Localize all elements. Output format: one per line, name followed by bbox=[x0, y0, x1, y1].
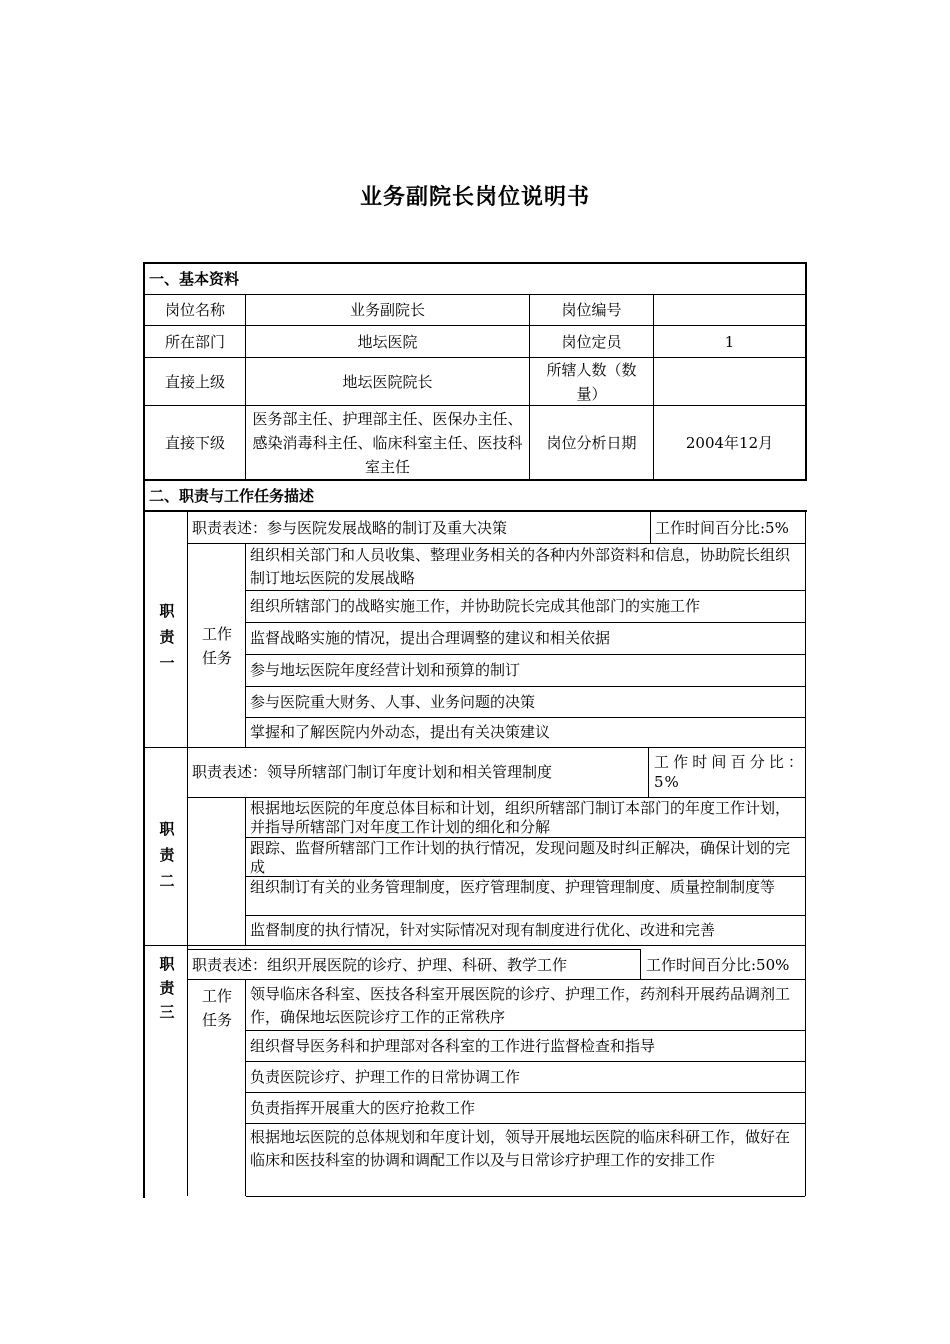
value-position-code bbox=[654, 294, 805, 325]
duty-2-task-2: 跟踪、监督所辖部门工作计划的执行情况，发现问题及时纠正解决，确保计划的完成 bbox=[250, 839, 791, 876]
duty-1-statement: 职责表述：参与医院发展战略的制订及重大决策 bbox=[192, 518, 508, 537]
label-direct-subordinates: 直接下级 bbox=[164, 433, 225, 452]
duty-2-label bbox=[147, 816, 187, 894]
value-direct-superior: 地坛医院院长 bbox=[342, 372, 433, 391]
duty-2-label-text: 职责二 bbox=[159, 820, 175, 890]
value-position-name: 业务副院长 bbox=[349, 300, 425, 319]
duty-1-task-5: 参与医院重大财务、人事、业务问题的决策 bbox=[250, 692, 536, 711]
duty-3-label-text: 职责三 bbox=[159, 955, 175, 1021]
duty-1-task-2: 组织所辖部门的战略实施工作，并协助院长完成其他部门的实施工作 bbox=[250, 597, 701, 615]
duty-3-task-1: 领导临床各科室、医技各科室开展医院的诊疗、护理工作，药剂科开展药品调剂工作，确保地坛医院诊疗工作的正常秩序 bbox=[250, 984, 791, 1026]
page-title: 业务副院长岗位说明书 bbox=[359, 185, 590, 210]
duty-2-time: 工作时间百分比：5% bbox=[654, 753, 804, 791]
duty-2-task-1: 根据地坛医院的年度总体目标和计划，组织所辖部门制订本部门的年度工作计划，并指导所辖部门对年度工作计划的细化和分解 bbox=[250, 799, 791, 836]
duty-1-task-1: 组织相关部门和人员收集、整理业务相关的各种内外部资料和信息，协助院长组织制订地坛医院的发展战略 bbox=[250, 546, 791, 587]
duty-2-task-4: 监督制度的执行情况，针对实际情况对现有制度进行优化、改进和完善 bbox=[250, 921, 716, 939]
label-subordinate-count: 所辖人数（数量） bbox=[546, 360, 637, 403]
label-position-name: 岗位名称 bbox=[164, 300, 225, 319]
duty-3-statement: 职责表述：组织开展医院的诊疗、护理、科研、教学工作 bbox=[192, 956, 568, 974]
duty-1-task-label: 工作任务 bbox=[201, 625, 232, 667]
duty-3-task-4: 负责指挥开展重大的医疗抢救工作 bbox=[250, 1098, 476, 1117]
section-heading-basic: 一、基本资料 bbox=[149, 270, 240, 288]
section-heading-duties: 二、职责与工作任务描述 bbox=[149, 487, 315, 505]
duty-3-task-3: 负责医院诊疗、护理工作的日常协调工作 bbox=[250, 1067, 521, 1086]
label-direct-superior: 直接上级 bbox=[164, 372, 225, 391]
duty-3-task-label: 工作任务 bbox=[201, 987, 232, 1029]
duty-1-task-3: 监督战略实施的情况，提出合理调整的建议和相关依据 bbox=[250, 629, 611, 647]
value-subordinate-count bbox=[654, 358, 805, 405]
label-analysis-date: 岗位分析日期 bbox=[546, 433, 637, 452]
value-direct-subordinates: 医务部主任、护理部主任、医保办主任、感染消毒科主任、临床科室主任、医技科室主任 bbox=[252, 409, 523, 476]
duty-2-task-3: 组织制订有关的业务管理制度，医疗管理制度、护理管理制度、质量控制制度等 bbox=[250, 878, 776, 896]
value-department: 地坛医院 bbox=[357, 332, 418, 351]
value-headcount: 1 bbox=[724, 332, 735, 351]
duty-3-label bbox=[147, 952, 187, 1024]
duty-3-task-5: 根据地坛医院的总体规划和年度计划，领导开展地坛医院的临床科研工作，做好在临床和医技科室的协调和调配工作以及与日常诊疗护理工作的安排工作 bbox=[250, 1128, 791, 1169]
duty-1-task-4: 参与地坛医院年度经营计划和预算的制订 bbox=[250, 661, 521, 679]
value-analysis-date: 2004年12月 bbox=[685, 433, 774, 452]
duty-3-time: 工作时间百分比:50% bbox=[646, 956, 790, 974]
duty-1-time: 工作时间百分比:5% bbox=[655, 518, 789, 537]
duty-1-label-text: 职责一 bbox=[159, 602, 175, 672]
label-position-code: 岗位编号 bbox=[561, 300, 622, 319]
label-department: 所在部门 bbox=[164, 332, 225, 351]
duty-1-task-6: 掌握和了解医院内外动态，提出有关决策建议 bbox=[250, 723, 551, 741]
duty-3-task-2: 组织督导医务科和护理部对各科室的工作进行监督检查和指导 bbox=[250, 1036, 656, 1055]
label-headcount: 岗位定员 bbox=[561, 332, 622, 351]
duty-1-label bbox=[147, 598, 187, 676]
duty-2-statement: 职责表述：领导所辖部门制订年度计划和相关管理制度 bbox=[192, 763, 553, 781]
